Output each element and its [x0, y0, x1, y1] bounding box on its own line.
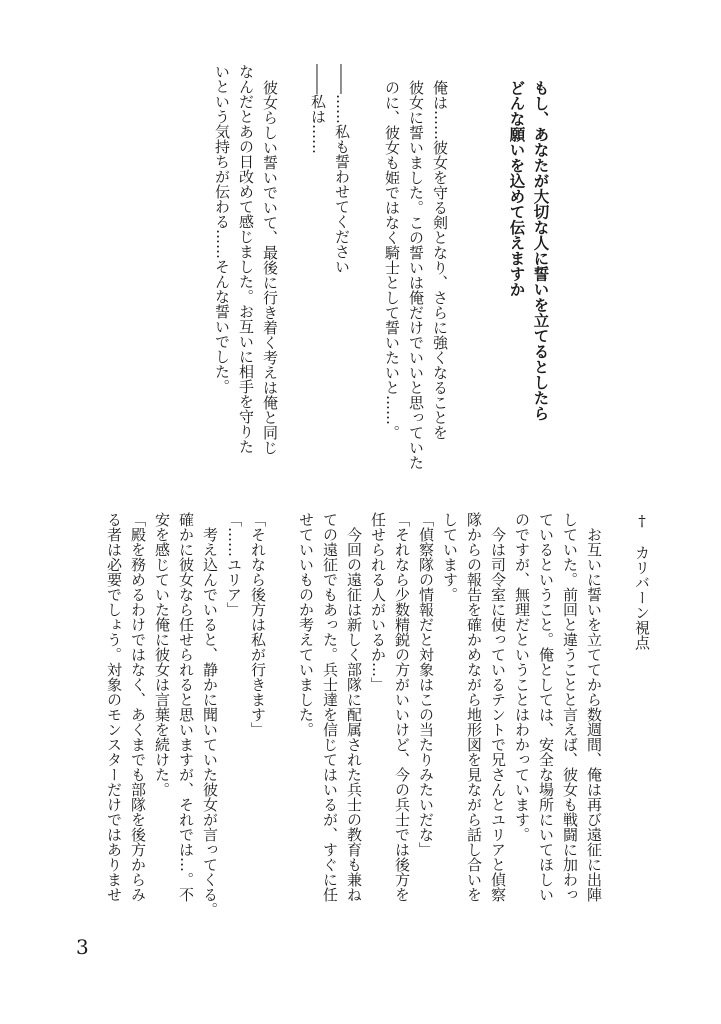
lower-line-20: 確かに彼女なら任せられると思いますが、それでは…。不 [177, 512, 195, 902]
lower-line-21: 安を感じていた俺に彼女は言葉を続けた。 [153, 512, 171, 797]
lower-line-8: 隊からの報告を確かめながら地形図を見ながら話し合いを [465, 512, 483, 902]
upper-line-7: 彼女らしい誓いでいて、最後に行き着く考えは俺と同じ [261, 80, 279, 455]
upper-line-2: 彼女に誓いました。この誓いは俺だけでいいと思っていた [407, 80, 425, 470]
lower-line-23: る者は必要でしょう。対象のモンスターだけではありませ [105, 512, 123, 902]
lower-line-17: 「それなら後方は私が行きます」 [249, 512, 267, 737]
page-number: 3 [76, 935, 89, 959]
upper-line-4: ――……私も誓わせてください [333, 64, 351, 274]
lower-line-1: † カリバーン視点 [633, 512, 651, 650]
lower-line-7: 今は司令室に使っているテントで兄さんとユリアと偵察 [489, 512, 507, 902]
lower-line-13: 今回の遠征は新しく部隊に配属された兵士の教育も兼ね [345, 512, 363, 902]
lower-line-10: 「偵察隊の情報だと対象はこの当たりみたいだな」 [417, 512, 435, 857]
lower-line-19: 考え込んでいると、静かに聞いていた彼女が言ってくる。 [201, 512, 219, 917]
lower-line-12: 任せられる人がいるか…」 [369, 512, 387, 692]
heading-line-1: もし、あなたが大切な人に誓いを立てるとしたら [531, 80, 550, 421]
lower-line-18: 「……ユリア」 [225, 512, 243, 617]
lower-line-4: していた。前回と違うことと言えば、彼女も戦闘に加わっ [561, 512, 579, 902]
upper-line-9: いという気持ちが伝わる……そんな誓いでした。 [213, 64, 231, 394]
lower-line-22: 「殿を務めるわけではなく、あくまでも部隊を後方からみ [129, 512, 147, 902]
upper-line-8: なんだとあの日改めて感じました。お互いに相手を守りた [237, 64, 255, 454]
upper-line-5: ――私は…… [309, 64, 327, 154]
lower-line-6: のですが、無理だということはわかっています。 [513, 512, 531, 842]
lower-line-5: ているということ。俺としては、安全な場所にいてほしい [537, 512, 555, 902]
heading-line-2: どんな願いを込めて伝えますか [507, 80, 526, 297]
lower-line-11: 「それなら少数精鋭の方がいいけど、今の兵士では後方を [393, 512, 411, 902]
lower-line-15: せていいものか考えていました。 [297, 512, 315, 737]
lower-line-3: お互いに誓いを立ててから数週間、俺は再び遠征に出陣 [585, 512, 603, 902]
lower-line-14: ての遠征でもあった。兵士達を信じてはいるが、すぐに任 [321, 512, 339, 902]
lower-line-9: しています。 [441, 512, 459, 602]
upper-line-3: のに、彼女も姫ではなく騎士として誓いたいと……。 [383, 80, 401, 440]
upper-line-1: 俺は……彼女を守る剣となり、さらに強くなることを [431, 80, 449, 440]
